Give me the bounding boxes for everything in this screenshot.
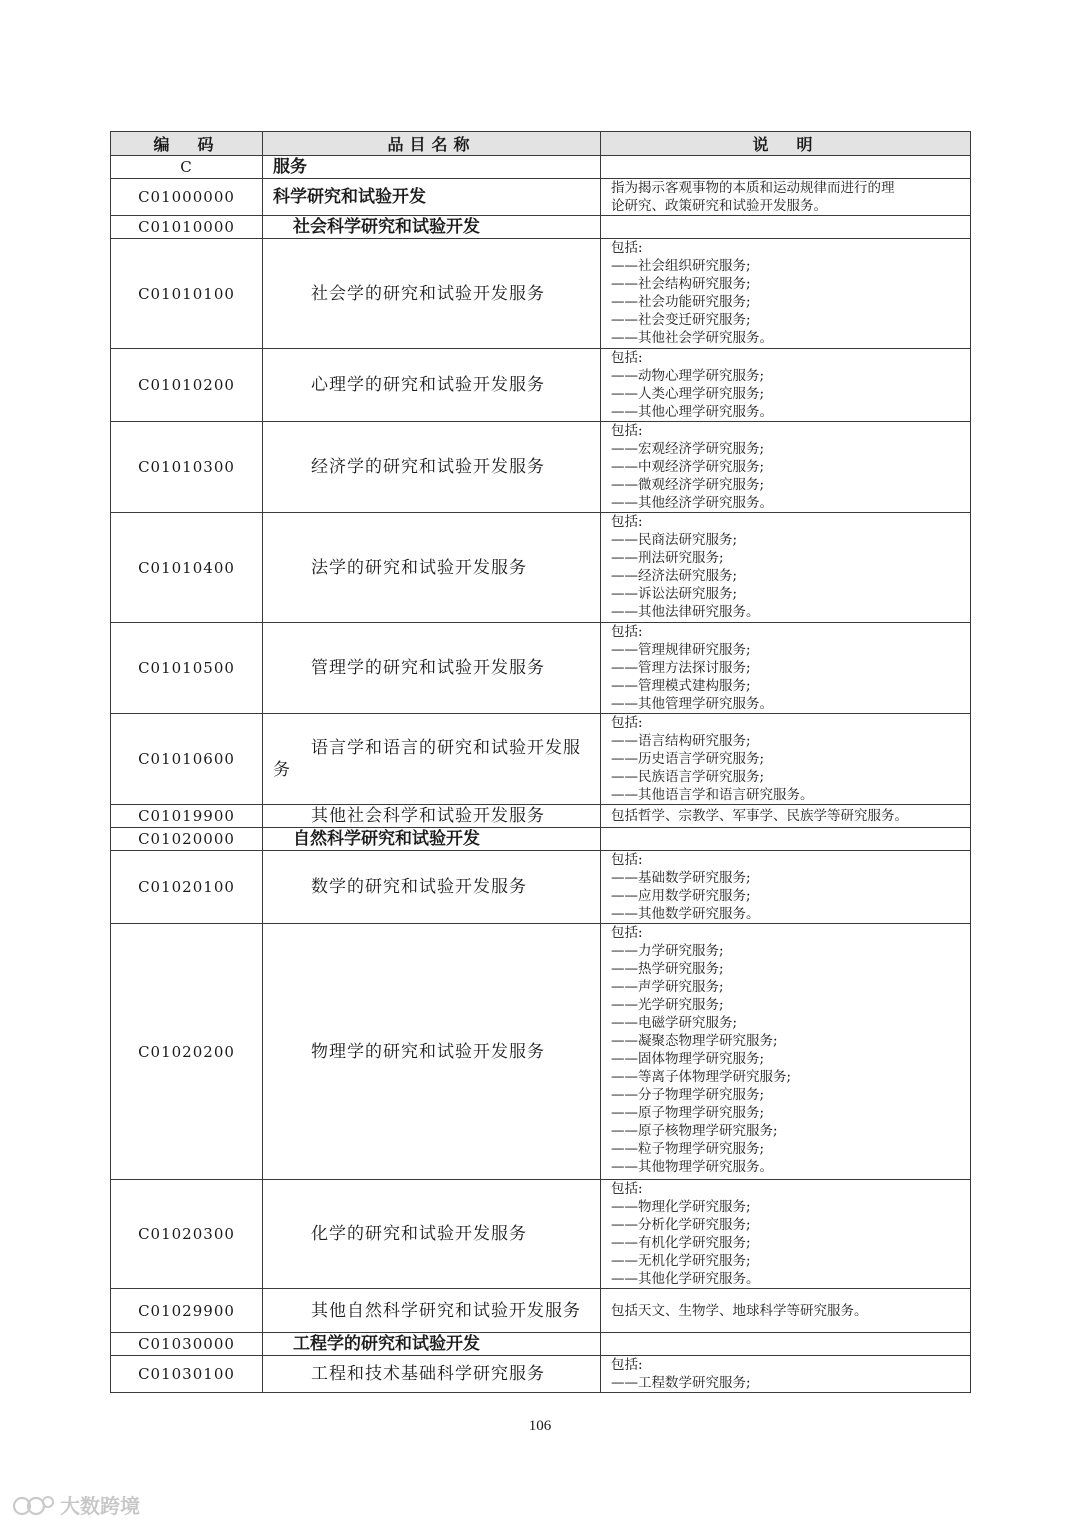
item-code: C01030100 (111, 1356, 263, 1393)
description-line: ——其他语言学和语言研究服务。 (611, 787, 814, 803)
item-name: 服务 (263, 156, 601, 179)
item-name: 经济学的研究和试验开发服务 (263, 422, 601, 513)
description-line: ——管理模式建构服务; (611, 678, 751, 694)
item-description (601, 714, 971, 805)
item-code: C01010600 (111, 714, 263, 805)
description-line: ——工程数学研究服务; (611, 1375, 751, 1391)
description-line: 包括哲学、宗教学、军事学、民族学等研究服务。 (611, 808, 908, 824)
description-line: 包括: (611, 240, 643, 256)
description-line: ——语言结构研究服务; (611, 733, 751, 749)
description-line: 包括: (611, 514, 643, 530)
table-header-row (111, 132, 971, 156)
description-line: ——其他经济学研究服务。 (611, 495, 773, 511)
description-line: 包括: (611, 350, 643, 366)
description-line: ——社会功能研究服务; (611, 294, 751, 310)
table-row (111, 924, 971, 1180)
description-line: ——其他管理学研究服务。 (611, 696, 773, 712)
description-line: 指为揭示客观事物的本质和运动规律而进行的理 (611, 180, 895, 196)
description-line: ——社会结构研究服务; (611, 276, 751, 292)
page-number: 106 (528, 1418, 552, 1434)
description-line: ——声学研究服务; (611, 979, 724, 995)
description-line: ——等离子体物理学研究服务; (611, 1069, 792, 1085)
table-row (111, 623, 971, 714)
description-line: ——历史语言学研究服务; (611, 751, 765, 767)
description-line: ——有机化学研究服务; (611, 1235, 751, 1251)
description-line: 包括: (611, 852, 643, 868)
item-description (601, 828, 971, 851)
item-code: C01010000 (111, 216, 263, 239)
item-description (601, 805, 971, 828)
item-code: C01030000 (111, 1333, 263, 1356)
description-line: ——其他化学研究服务。 (611, 1271, 760, 1287)
description-line: ——人类心理学研究服务; (611, 386, 765, 402)
description-line: ——管理方法探讨服务; (611, 660, 751, 676)
item-description (601, 349, 971, 422)
description-line: 包括: (611, 715, 643, 731)
item-name: 化学的研究和试验开发服务 (263, 1180, 601, 1289)
description-line: ——力学研究服务; (611, 943, 724, 959)
header-item-name: 品目名称 (263, 132, 601, 156)
description-line: ——诉讼法研究服务; (611, 586, 738, 602)
description-line: ——原子物理学研究服务; (611, 1105, 765, 1121)
watermark-text: 大数跨境 (60, 1494, 140, 1518)
item-code: C01019900 (111, 805, 263, 828)
item-description (601, 1180, 971, 1289)
table-row (111, 1356, 971, 1393)
table-row (111, 156, 971, 179)
description-line: ——其他心理学研究服务。 (611, 404, 773, 420)
description-line: ——光学研究服务; (611, 997, 724, 1013)
description-line: ——其他法律研究服务。 (611, 604, 760, 620)
item-description (601, 1289, 971, 1333)
item-code: C01010300 (111, 422, 263, 513)
description-line: ——凝聚态物理学研究服务; (611, 1033, 778, 1049)
item-code: C01010100 (111, 239, 263, 349)
table-row (111, 828, 971, 851)
header-code: 编 码 (111, 132, 263, 156)
description-line: ——物理化学研究服务; (611, 1199, 751, 1215)
description-line: ——民商法研究服务; (611, 532, 738, 548)
item-code: C01010400 (111, 513, 263, 623)
item-description (601, 216, 971, 239)
table-body (111, 156, 971, 1393)
item-name: 物理学的研究和试验开发服务 (263, 924, 601, 1180)
item-name: 工程学的研究和试验开发 (263, 1333, 601, 1356)
item-code: C01020200 (111, 924, 263, 1180)
description-line: ——社会变迁研究服务; (611, 312, 751, 328)
item-description (601, 239, 971, 349)
description-line: ——其他数学研究服务。 (611, 906, 760, 922)
table-row (111, 422, 971, 513)
item-description (601, 623, 971, 714)
description-line: ——其他物理学研究服务。 (611, 1159, 773, 1175)
description-line: ——应用数学研究服务; (611, 888, 751, 904)
item-code: C01020000 (111, 828, 263, 851)
description-line: ——民族语言学研究服务; (611, 769, 765, 785)
item-code: C01010500 (111, 623, 263, 714)
description-line: 包括: (611, 624, 643, 640)
description-line: 包括天文、生物学、地球科学等研究服务。 (611, 1302, 868, 1319)
item-name: 科学研究和试验开发 (263, 179, 601, 216)
item-name: 法学的研究和试验开发服务 (263, 513, 601, 623)
description-line: ——其他社会学研究服务。 (611, 330, 773, 346)
description-line: ——社会组织研究服务; (611, 258, 751, 274)
item-description (601, 924, 971, 1180)
item-code: C01029900 (111, 1289, 263, 1333)
item-code: C (111, 156, 263, 179)
description-line: ——电磁学研究服务; (611, 1015, 738, 1031)
table-row (111, 714, 971, 805)
description-line: ——宏观经济学研究服务; (611, 441, 765, 457)
description-line: ——热学研究服务; (611, 961, 724, 977)
description-line: ——动物心理学研究服务; (611, 368, 765, 384)
item-name: 社会学的研究和试验开发服务 (263, 239, 601, 349)
item-name: 自然科学研究和试验开发 (263, 828, 601, 851)
item-description (601, 422, 971, 513)
description-line: ——经济法研究服务; (611, 568, 738, 584)
watermark (12, 1490, 140, 1519)
catalog-table-page (110, 131, 970, 1393)
item-code: C01020300 (111, 1180, 263, 1289)
description-line: ——分子物理学研究服务; (611, 1087, 765, 1103)
item-code: C01020100 (111, 851, 263, 924)
description-line: 包括: (611, 925, 643, 941)
item-description (601, 1356, 971, 1393)
watermark-logo-icon (12, 1493, 56, 1517)
item-description (601, 156, 971, 179)
item-name: 其他社会科学和试验开发服务 (263, 805, 601, 828)
description-line: ——中观经济学研究服务; (611, 459, 765, 475)
table-row (111, 1333, 971, 1356)
description-line: ——分析化学研究服务; (611, 1217, 751, 1233)
description-line: ——微观经济学研究服务; (611, 477, 765, 493)
description-line: ——粒子物理学研究服务; (611, 1141, 765, 1157)
table-row (111, 851, 971, 924)
description-line: 包括: (611, 423, 643, 439)
description-line: ——基础数学研究服务; (611, 870, 751, 886)
item-name: 语言学和语言的研究和试验开发服务 (263, 714, 601, 805)
table-row (111, 216, 971, 239)
table-row (111, 1180, 971, 1289)
description-line: ——原子核物理学研究服务; (611, 1123, 778, 1139)
table-row (111, 1289, 971, 1333)
item-code: C01010200 (111, 349, 263, 422)
item-name: 工程和技术基础科学研究服务 (263, 1356, 601, 1393)
description-line: 论研究、政策研究和试验开发服务。 (611, 198, 827, 214)
item-name: 其他自然科学研究和试验开发服务 (263, 1289, 601, 1333)
item-name: 管理学的研究和试验开发服务 (263, 623, 601, 714)
table-row (111, 239, 971, 349)
header-description: 说 明 (601, 132, 971, 156)
item-name: 心理学的研究和试验开发服务 (263, 349, 601, 422)
description-line: ——固体物理学研究服务; (611, 1051, 765, 1067)
description-line: ——无机化学研究服务; (611, 1253, 751, 1269)
table-row (111, 805, 971, 828)
item-description (601, 513, 971, 623)
catalog-table (110, 131, 971, 1393)
item-description (601, 1333, 971, 1356)
table-row (111, 513, 971, 623)
item-code: C01000000 (111, 179, 263, 216)
description-line: 包括: (611, 1181, 643, 1197)
table-row (111, 349, 971, 422)
table-row (111, 179, 971, 216)
item-name: 社会科学研究和试验开发 (263, 216, 601, 239)
description-line: ——刑法研究服务; (611, 550, 724, 566)
description-line: ——管理规律研究服务; (611, 642, 751, 658)
description-line: 包括: (611, 1357, 643, 1373)
item-name: 数学的研究和试验开发服务 (263, 851, 601, 924)
item-description (601, 179, 971, 216)
item-description (601, 851, 971, 924)
